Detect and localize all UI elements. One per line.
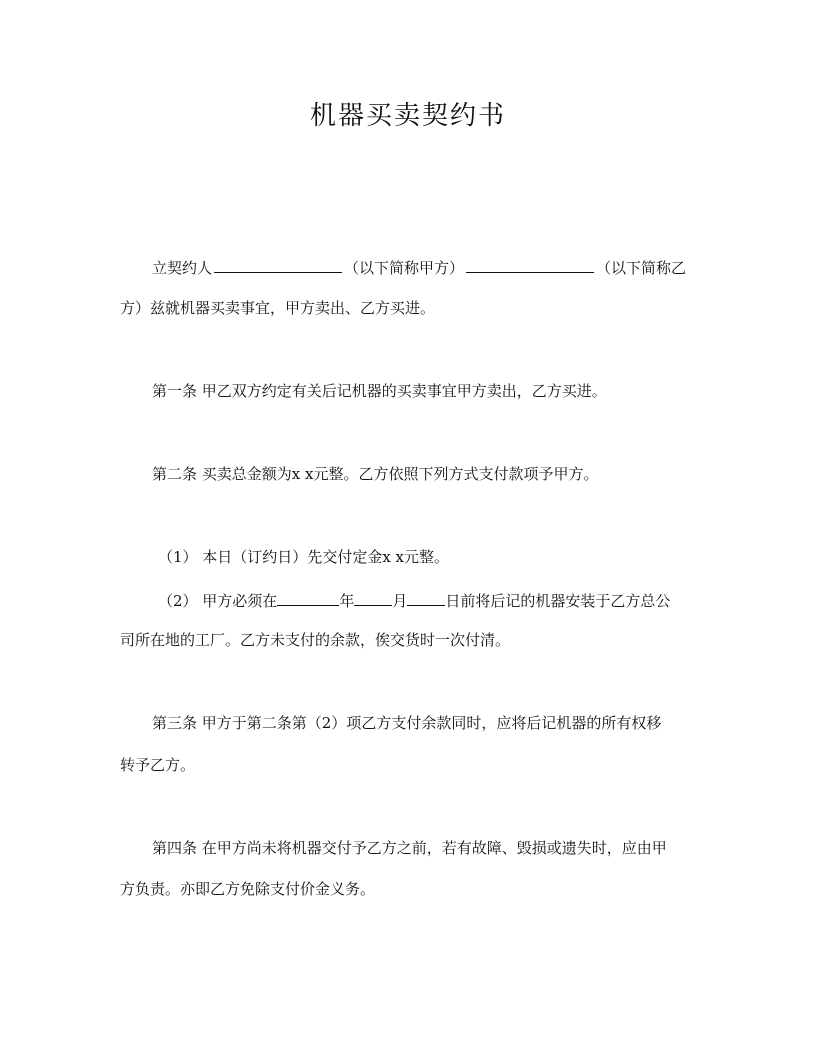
- party-b-blank: [466, 256, 594, 273]
- intro-line-2: 方）兹就机器买卖事宜，甲方卖出、乙方买进。: [120, 299, 436, 317]
- article-2-item-2-line-2: 司所在地的工厂。乙方未支付的余款，俟交货时一次付清。: [120, 631, 511, 649]
- intro-prefix: 立契约人: [152, 259, 213, 277]
- item2-month: 月: [392, 592, 408, 610]
- article-1: 第一条 甲乙双方约定有关后记机器的买卖事宜甲方卖出，乙方买进。: [152, 382, 607, 400]
- intro-suffix: （以下简称乙: [596, 259, 687, 277]
- intro-line-1: [152, 256, 752, 279]
- item2-year: 年: [339, 592, 355, 610]
- article-2-item-1: （1） 本日（订约日）先交付定金x x元整。: [158, 548, 450, 566]
- article-3-line-2: 转予乙方。: [120, 756, 196, 774]
- item2-suffix: 日前将后记的机器安装于乙方总公: [445, 592, 671, 610]
- article-4-line-2: 方负责。亦即乙方免除支付价金义务。: [120, 880, 376, 898]
- day-blank: [407, 589, 445, 606]
- document-title: 机器买卖契约书: [309, 101, 506, 131]
- article-2-item-2-line-1: [158, 589, 758, 612]
- article-4-line-1: 第四条 在甲方尚未将机器交付予乙方之前，若有故障、毁损或遗失时，应由甲: [152, 839, 667, 857]
- year-blank: [277, 589, 339, 606]
- intro-mid: （以下简称甲方）: [344, 259, 465, 277]
- item2-prefix: （2） 甲方必须在: [158, 592, 278, 610]
- article-3-line-1: 第三条 甲方于第二条第（2）项乙方支付余款同时，应将后记机器的所有权移: [152, 714, 662, 732]
- article-2: 第二条 买卖总金额为x x元整。乙方依照下列方式支付款项予甲方。: [152, 465, 599, 483]
- month-blank: [354, 589, 392, 606]
- party-a-blank: [214, 256, 342, 273]
